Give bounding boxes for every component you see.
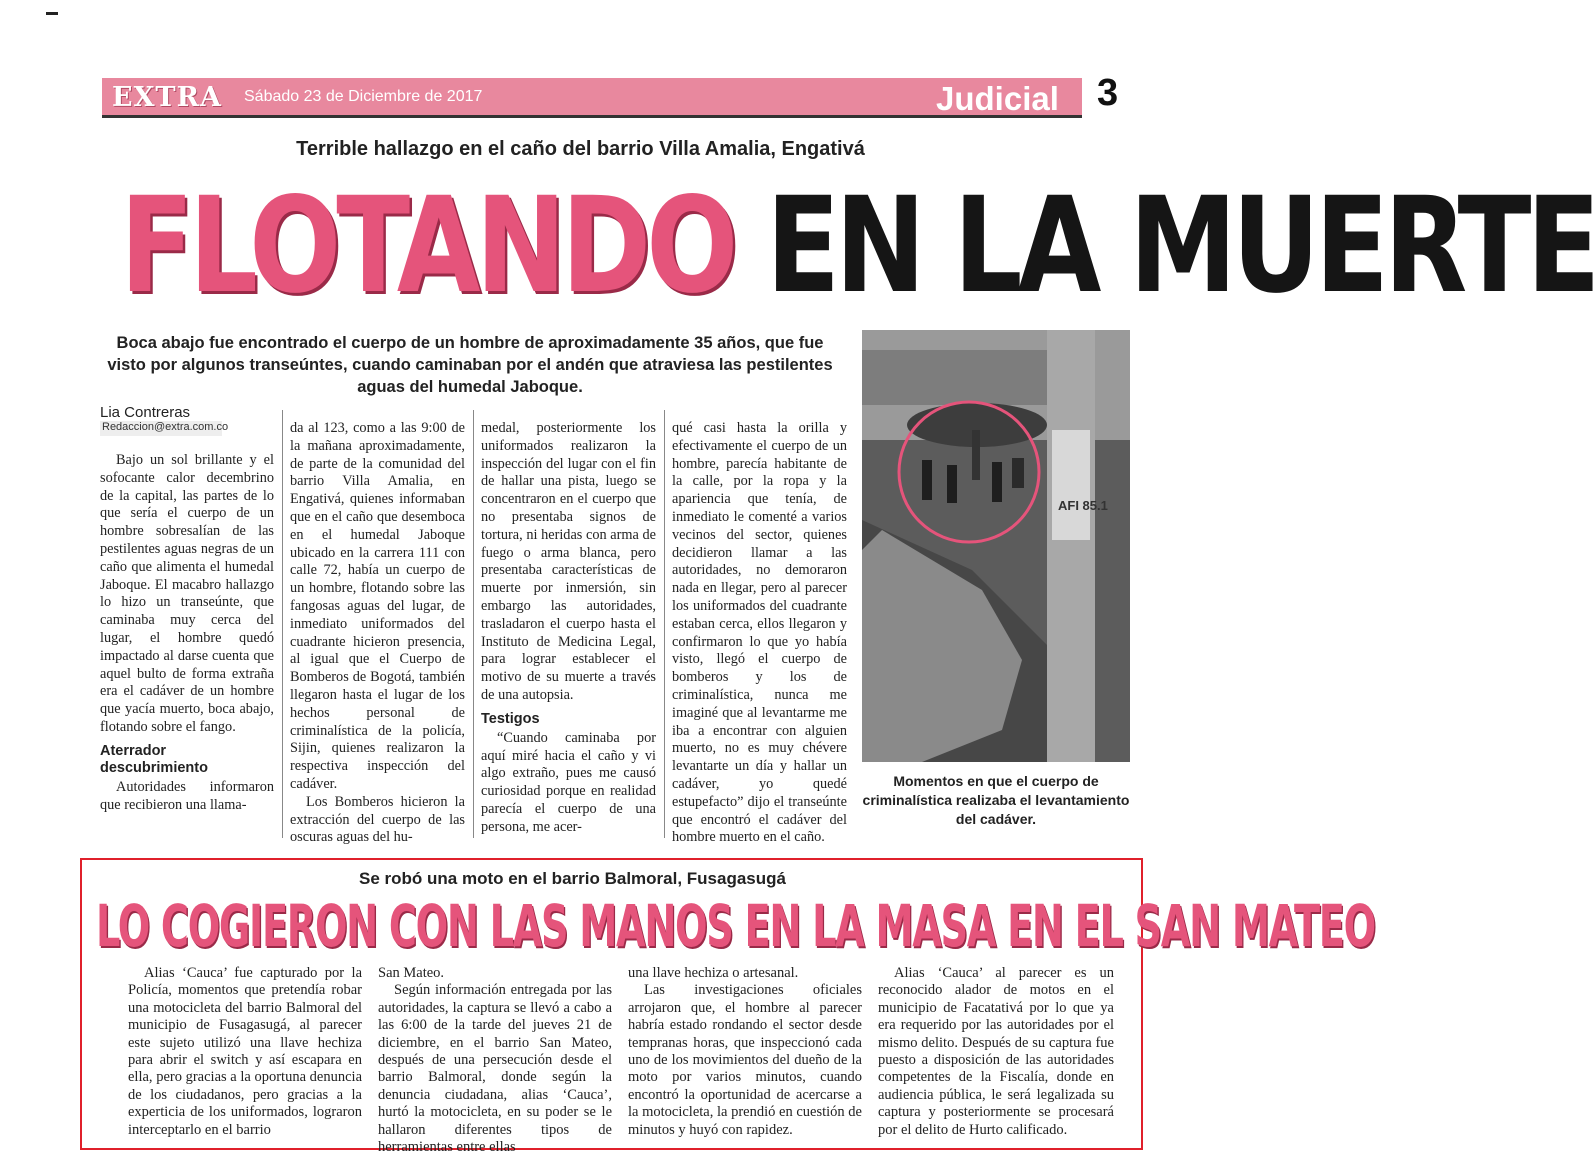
article1-column-3 xyxy=(481,420,656,838)
paragraph: Alias ‘Cauca’ fue capturado por la Policía, momentos que pretendía robar una motocicleta del barrio Balmoral del municipio de Fusagasugá, al parecer este sujeto utilizó una llave hechiza para abrir el switch y así escapara en ella, pero gracias a la oportuna denuncia de los ciudadanos, pero gracias a la experticia de los uniformados, lograron interceptarlo en el barrio xyxy=(128,965,362,1138)
newspaper-logo: EXTRA xyxy=(112,82,223,113)
paragraph: Bajo un sol brillante y el sofocante calor decembrino de la capital, las partes de lo que sería el cuerpo de un hombre sobresalían de las pestilentes aguas negras de un caño que alimenta el humedal Jaboque. El macabro hallazgo lo hizo un transeúnte, que caminaba muy cerca del lugar, el hombre quedó impactado al darse cuenta que aquel bulto de forma extraña era el cadáver de un hombre que yacía muerto, boca abajo, flotando sobre el fango. xyxy=(100,452,274,735)
tree-trunk xyxy=(972,430,980,480)
byline-email: Redaccion@extra.com.co xyxy=(100,421,222,436)
article2-column-4 xyxy=(878,965,1114,1145)
article-photo xyxy=(862,330,1130,762)
column-rule xyxy=(473,410,474,838)
article2-headline: LO COGIERON CON LAS MANOS EN LA MASA EN EL SAN MATEO xyxy=(96,892,1375,960)
article1-column-2 xyxy=(290,420,465,846)
article1-column-1 xyxy=(100,452,274,837)
paragraph: Las investigaciones oficiales arrojaron que, el hombre al parecer habría estado rondando el sector desde tempranas horas, que inspeccionó cada uno de los movimientos del dueño de la moto por varios minutos, cuando encontró la oportunidad de acercarse a la motocicleta, la prendió en cuestión de minutos y huyó con rapidez. xyxy=(628,982,862,1138)
headline-part-pink: FLOTANDO xyxy=(120,169,734,323)
article1-column-4 xyxy=(672,420,847,846)
paragraph: una llave hechiza o artesanal. xyxy=(628,965,799,981)
person xyxy=(1012,458,1024,488)
paragraph: Según información entregada por las autoridades, la captura se llevó a cabo a las 6:00 de la tarde del jueves 21 de diciembre, en el barrio San Mateo, después de una persecución desde el barrio Balmoral, donde según la denuncia ciudadana, alias ‘Cauca’, hurtó la motocicleta, en su poder se le hallaron diferentes tipos de herramientas entre ellas xyxy=(378,982,612,1156)
buildings xyxy=(862,350,1052,405)
crop-mark xyxy=(46,12,58,15)
article1-lede: Boca abajo fue encontrado el cuerpo de un hombre de aproximadamente 35 años, que fue visto por algunos transeúntes, cuando caminaban por el andén que atraviesa las pestilentes aguas del humedal Jaboque. xyxy=(107,334,833,396)
section-title: Judicial xyxy=(936,80,1059,117)
column-rule xyxy=(664,410,665,838)
paragraph: “Cuando caminaba por aquí miré hacia el caño y vi algo extraño, pues me causó curiosidad porque en realidad parecía el cuerpo de una persona, me acer- xyxy=(481,729,656,835)
person xyxy=(922,460,932,500)
utility-pole xyxy=(1047,330,1095,762)
pole-posters xyxy=(1052,430,1090,540)
subhead-aterrador: Aterrador descubrimiento xyxy=(100,742,208,776)
person xyxy=(947,465,957,503)
paragraph: da al 123, como a las 9:00 de la mañana aproximadamente, de parte de la comunidad del barrio Villa Amalia, en Engativá, quienes informaban que en el caño que desemboca en el humedal Jaboque ubicado en la carrera 111 con calle 72, había un cuerpo de un hombre, flotando sobre las fangosas aguas del lugar, de inmediato uniformados del cuadrante hicieron presencia, al igual que el Cuerpo de Bomberos de Bogotá, también llegaron hasta el lugar de los hechos personal de criminalística de la policía, Sijin, quienes realizaron la respectiva inspección del cadáver. xyxy=(290,420,465,792)
article2-column-2 xyxy=(378,965,612,1156)
page-number: 3 xyxy=(1097,72,1119,114)
paragraph: medal, posteriormente los uniformados realizaron la inspección del lugar con el fin de hallar una pista, luego se concentraron en el cuerpo que no presentaba signos de tortura, ni heridas con arma de fuego o arma blanca, pero presentaba características de muerte por inmersión, sin embargo las autoridades, trasladaron el cuerpo hasta el Instituto de Medicina Legal, para lograr establecer el motivo de su muerte a través de una autopsia. xyxy=(481,420,656,703)
paragraph: Autoridades informaron que recibieron una llama- xyxy=(100,778,274,813)
paragraph: Los Bomberos hicieron la extracción del cuerpo de las oscuras aguas del hu- xyxy=(290,793,465,846)
column-rule xyxy=(282,410,283,838)
photo-caption: Momentos en que el cuerpo de criminalística realizaba el levantamiento del cadáver. xyxy=(862,773,1130,827)
paragraph: Alias ‘Cauca’ al parecer es un reconocido alador de motos en el municipio de Facatativá por lo que ya era requerido por las autoridades por el mismo delito. Después de su captura fue puesto a disposición de las autoridades competentes de la Fiscalía, donde en audiencia pública, le será legalizada su captura y posteriormente se procesará por el delito de Hurto calificado. xyxy=(878,965,1114,1138)
article1-kicker: Terrible hallazgo en el caño del barrio Villa Amalia, Engativá xyxy=(296,138,865,160)
article1-headline xyxy=(120,169,1596,323)
pole-sign-text: AFI 85.1 xyxy=(1058,498,1108,513)
paragraph: qué casi hasta la orilla y efectivamente el cuerpo de un hombre, parecía habitante de la calle, por la ropa y la apariencia que tenía, de inmediato le comenté a varios vecinos del sector, quienes decidieron llamar a las autoridades, no demoraron nada en llegar, pero al parecer los uniformados del cuadrante estaban cerca, ellos llegaron y confirmaron lo que yo había visto, llegó el cuerpo de bomberos y los de criminalística, nunca me imaginé que al levantarme me iba a encontrar con alguien muerto, no es muy chévere levantarte un día y hallar un cadáver, yo quedé estupefacto” dijo el transeúnte que encontró el cadáver del hombre muerto en el caño. xyxy=(672,420,847,846)
issue-date: Sábado 23 de Diciembre de 2017 xyxy=(244,88,483,105)
headline-part-black: EN LA MUERTE xyxy=(766,169,1596,323)
article2-kicker: Se robó una moto en el barrio Balmoral, Fusagasugá xyxy=(359,869,786,888)
person xyxy=(992,462,1002,502)
article2-column-1 xyxy=(128,965,362,1145)
paragraph: San Mateo. xyxy=(378,965,445,981)
subhead-testigos: Testigos xyxy=(481,710,540,727)
byline: Lia Contreras xyxy=(100,404,191,421)
photo-scene xyxy=(862,330,1130,762)
article2-column-3 xyxy=(628,965,862,1145)
